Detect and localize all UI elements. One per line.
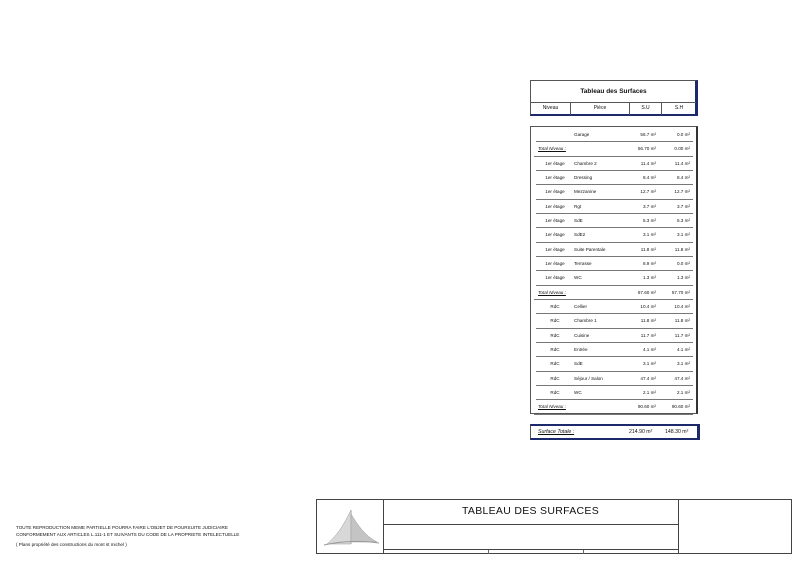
cell-piece: SdE	[574, 217, 583, 223]
cell-su: 11.8 m²	[640, 318, 656, 324]
table-row	[531, 314, 697, 328]
surface-totale-su: 214.90 m²	[629, 429, 653, 435]
cell-sh: 12.7 m²	[674, 189, 690, 195]
cell-niveau: 1er étage	[545, 246, 565, 252]
cell-su: 67.60 m²	[637, 289, 656, 295]
table-row	[531, 228, 697, 242]
legal-line-3: ( Plans propriété des constructions du mont st michel )	[16, 542, 127, 547]
cell-sh: 0.0 m²	[676, 132, 690, 137]
cell-su: 56.70 m²	[637, 146, 656, 152]
title-block-divider	[678, 500, 679, 553]
cell-niveau: Total Niveau :	[538, 404, 566, 410]
cell-piece: WC	[574, 389, 582, 395]
cell-niveau: Total Niveau :	[538, 146, 566, 152]
cell-piece: Suite Parentale	[574, 246, 606, 252]
cell-piece: Terrasse	[574, 260, 592, 266]
cell-sh: 10.4 m²	[674, 303, 690, 309]
title-block-rule	[383, 524, 678, 525]
cell-piece: Mezzanine	[574, 189, 597, 195]
table-row	[531, 185, 697, 199]
column-header-piece: Pièce	[571, 102, 630, 115]
cell-niveau: 1er étage	[545, 260, 565, 266]
cell-niveau: RdC	[550, 346, 560, 352]
cell-niveau: 1er étage	[545, 275, 565, 281]
cell-su: 11.8 m²	[640, 246, 656, 252]
cell-niveau: RdC	[550, 389, 560, 395]
legal-line-2: CONFORMEMENT AUX ARTICLES L.111-1 ET SUIVANTS DU CODE DE LA PROPRIETE INTELECTUELLE	[16, 532, 240, 537]
cell-su: 3.1 m²	[642, 232, 656, 238]
cell-sh: 5.3 m²	[676, 217, 690, 223]
title-block-title: TABLEAU DES SURFACES	[461, 505, 600, 517]
table-row	[531, 257, 697, 271]
cell-su: 4.1 m²	[642, 346, 656, 352]
cell-piece: Cellier	[574, 303, 588, 309]
cell-niveau: RdC	[550, 303, 560, 309]
cell-piece: Chambre 1	[574, 318, 597, 324]
cell-sh: 3.7 m²	[676, 203, 690, 209]
table-row	[531, 372, 697, 386]
cell-sh: 0.0 m²	[676, 260, 690, 266]
table-row	[531, 200, 697, 214]
cell-niveau: 1er étage	[545, 203, 565, 209]
cell-niveau: RdC	[550, 375, 560, 381]
cell-sh: 57.70 m²	[671, 289, 690, 295]
column-header-sh: S.H	[674, 105, 684, 111]
table-row	[531, 386, 697, 400]
table-row	[531, 243, 697, 257]
table-row	[531, 329, 697, 343]
cell-sh: 11.8 m²	[674, 246, 690, 252]
total-niveau-row	[531, 400, 697, 414]
cell-sh: 11.7 m²	[674, 332, 690, 338]
column-header-niveau: Niveau	[531, 102, 571, 115]
cell-piece: Dressing	[574, 174, 593, 180]
cell-su: 10.4 m²	[640, 303, 656, 309]
cell-piece: SdE	[574, 361, 583, 367]
title-block	[316, 499, 792, 554]
table-row	[531, 157, 697, 171]
cell-su: 47.4 m²	[640, 375, 656, 381]
table-row	[531, 214, 697, 228]
total-niveau-row	[531, 142, 697, 156]
cell-niveau: RdC	[550, 318, 560, 324]
table-row	[531, 357, 697, 371]
column-header-su: S.U	[630, 102, 662, 115]
cell-piece: Chambre 2	[574, 160, 597, 166]
cell-sh: 0.00 m²	[674, 146, 690, 152]
cell-su: 8.9 m²	[642, 260, 656, 266]
cell-niveau: 1er étage	[545, 174, 565, 180]
cell-sh: 3.1 m²	[676, 232, 690, 238]
company-logo-icon	[321, 506, 381, 548]
table-row	[531, 271, 697, 285]
cell-su: 8.4 m²	[642, 174, 656, 180]
table-row	[531, 300, 697, 314]
cell-niveau: RdC	[550, 361, 560, 367]
cell-sh: 2.1 m²	[676, 389, 690, 395]
legal-line-1: TOUTE REPRODUCTION MEME PARTIELLE POURRA FAIRE L'OBJET DE POURSUITE JUDICIAIRE	[16, 525, 228, 530]
cell-sh: 11.8 m²	[674, 318, 690, 324]
title-block-tick	[583, 550, 584, 554]
cell-sh: 8.4 m²	[676, 174, 690, 180]
cell-sh: 4.1 m²	[676, 346, 690, 352]
cell-niveau: Total Niveau :	[538, 289, 566, 295]
cell-su: 1.3 m²	[642, 275, 656, 281]
cell-niveau: 1er étage	[545, 160, 565, 166]
table-row	[531, 343, 697, 357]
cell-piece: Garage	[574, 132, 590, 137]
cell-su: 90.60 m²	[637, 404, 656, 410]
cell-su: 3.7 m²	[642, 203, 656, 209]
cell-su: 11.4 m²	[640, 160, 656, 166]
cell-piece: Cuisine	[574, 332, 590, 338]
cell-niveau: 1er étage	[545, 189, 565, 195]
cell-su: 3.1 m²	[642, 361, 656, 367]
cell-su: 5.3 m²	[642, 217, 656, 223]
cell-sh: 47.4 m²	[674, 375, 690, 381]
total-niveau-row	[531, 286, 697, 300]
cell-su: 2.1 m²	[642, 389, 656, 395]
cell-piece: SdE2	[574, 232, 586, 238]
surface-table-body	[530, 126, 698, 414]
table-row	[531, 171, 697, 185]
surface-totale-row	[530, 424, 700, 440]
cell-piece: Rgt	[574, 203, 582, 209]
cell-piece: Entrée	[574, 346, 588, 352]
legal-notice	[16, 524, 296, 548]
title-block-tick	[488, 550, 489, 554]
cell-sh: 90.60 m²	[671, 404, 690, 410]
cell-piece: WC	[574, 275, 582, 281]
surface-table-header	[530, 80, 698, 116]
cell-su: 12.7 m²	[640, 189, 656, 195]
cell-sh: 11.4 m²	[674, 160, 690, 166]
surface-table-title: Tableau des Surfaces	[531, 81, 696, 103]
cell-su: 11.7 m²	[640, 332, 656, 338]
cell-niveau: 1er étage	[545, 232, 565, 238]
cell-sh: 3.1 m²	[676, 361, 690, 367]
surface-totale-sh: 148.30 m²	[665, 429, 689, 435]
cell-sh: 1.3 m²	[676, 275, 690, 281]
surface-totale-label: Surface Totale :	[538, 429, 575, 435]
title-block-rule	[383, 549, 678, 550]
cell-piece: Séjour / Salon	[574, 375, 603, 381]
cell-niveau: RdC	[550, 332, 560, 338]
table-row	[531, 128, 697, 142]
row-rule	[534, 414, 693, 415]
cell-su: 56.7 m²	[640, 132, 656, 137]
cell-niveau: 1er étage	[545, 217, 565, 223]
